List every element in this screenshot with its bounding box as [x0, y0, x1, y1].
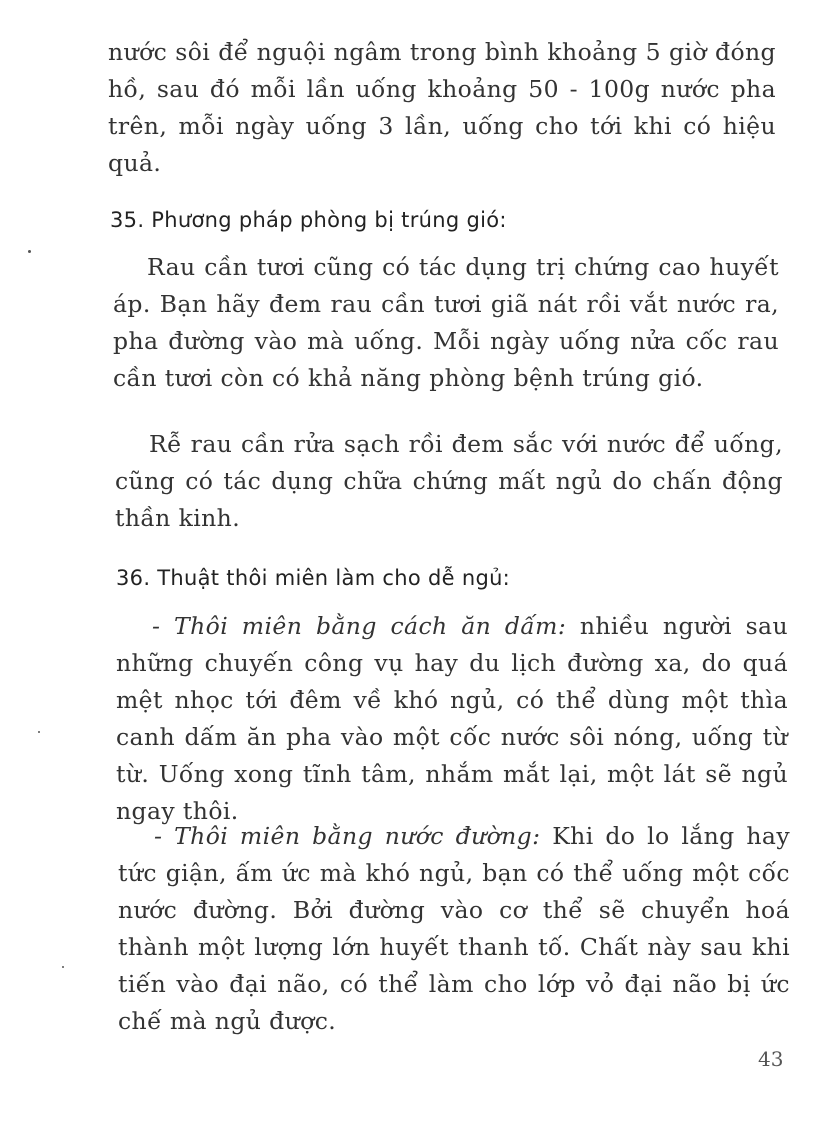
section-35-paragraph-2: Rễ rau cần rửa sạch rồi đem sắc với nước để uống, cũng có tác dụng chữa chứng mất ngủ do chấn động thần kinh.: [115, 430, 783, 532]
scan-speck: [38, 731, 40, 733]
vinegar-method-title: - Thôi miên bằng cách ăn dấm:: [152, 612, 567, 640]
sugar-water-method-title: - Thôi miên bằng nước đường:: [154, 822, 541, 850]
section-36-item-sugar-water: [118, 818, 790, 1040]
intro-paragraph: nước sôi để nguội ngâm trong bình khoảng 5 giờ đóng hồ, sau đó mỗi lần uống khoảng 50 - 100g nước pha trên, mỗi ngày uống 3 lần, uống cho tới khi có hiệu quả.: [108, 38, 776, 177]
section-36-item-vinegar: [116, 608, 788, 830]
section-36-heading: 36. Thuật thôi miên làm cho dễ ngủ:: [116, 566, 511, 590]
sugar-water-method-body: Khi do lo lắng hay tức giận, ấm ức mà khó ngủ, bạn có thể uống một cốc nước đường. Bởi đường vào cơ thể sẽ chuyển hoá thành một lượng lớn huyết thanh tố. Chất này sau khi tiến vào đại não, có thể làm cho lớp vỏ đại não bị ức chế mà ngủ được.: [118, 822, 790, 1035]
scan-speck: [28, 250, 31, 253]
page-number: 43: [758, 1047, 784, 1071]
scan-speck: [62, 966, 64, 968]
section-35-paragraph-1: Rau cần tươi cũng có tác dụng trị chứng cao huyết áp. Bạn hãy đem rau cần tươi giã nát rồi vắt nước ra, pha đường vào mà uống. Mỗi ngày uống nửa cốc rau cần tươi còn có khả năng phòng bệnh trúng gió.: [113, 253, 779, 392]
vinegar-method-body: nhiều người sau những chuyến công vụ hay du lịch đường xa, do quá mệt nhọc tới đêm về khó ngủ, có thể dùng một thìa canh dấm ăn pha vào một cốc nước sôi nóng, uống từ từ. Uống xong tĩnh tâm, nhắm mắt lại, một lát sẽ ngủ ngay thôi.: [116, 612, 788, 825]
section-35-heading: 35. Phương pháp phòng bị trúng gió:: [110, 208, 507, 232]
